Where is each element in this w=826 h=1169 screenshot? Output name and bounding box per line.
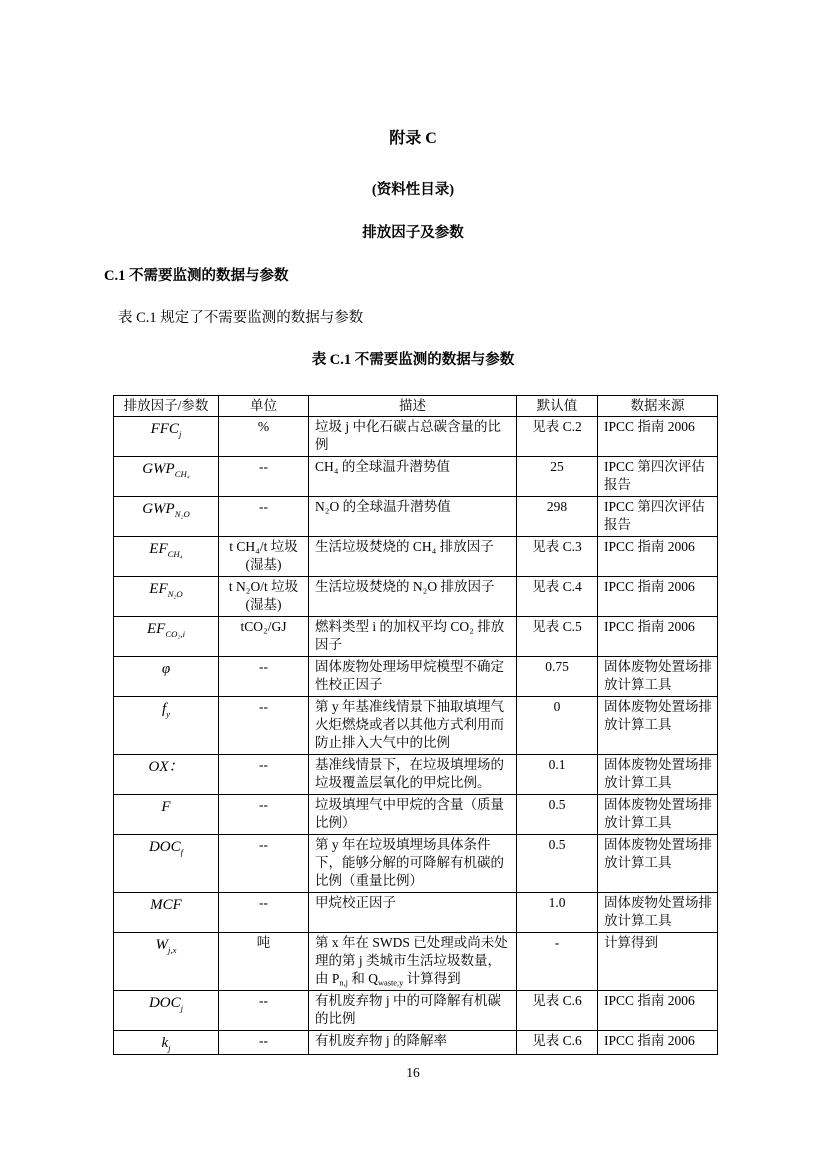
data-source-cell: IPCC 指南 2006 xyxy=(598,577,718,617)
description-cell: 生活垃圾焚烧的 CH₄ 排放因子 xyxy=(309,537,517,577)
data-source-cell: IPCC 指南 2006 xyxy=(598,991,718,1031)
default-value-cell: 25 xyxy=(517,457,598,497)
default-value-cell: 见表 C.2 xyxy=(517,417,598,457)
param-symbol-cell: MCF xyxy=(114,893,219,933)
description-cell: CH₄ 的全球温升潜势值 xyxy=(309,457,517,497)
description-cell: N₂O 的全球温升潜势值 xyxy=(309,497,517,537)
description-cell: 基准线情景下，在垃圾填埋场的垃圾覆盖层氧化的甲烷比例。 xyxy=(309,755,517,795)
param-symbol-cell: $EF_{N_2O}$ xyxy=(114,577,219,617)
default-value-cell: 0.1 xyxy=(517,755,598,795)
data-source-cell: IPCC 第四次评估报告 xyxy=(598,457,718,497)
unit-cell: -- xyxy=(219,991,309,1031)
description-cell: 有机废弃物 j 中的可降解有机碳的比例 xyxy=(309,991,517,1031)
table-row xyxy=(114,537,718,577)
data-source-cell: IPCC 指南 2006 xyxy=(598,1031,718,1055)
data-source-cell: 固体废物处置场排放计算工具 xyxy=(598,657,718,697)
param-symbol-cell: φ xyxy=(114,657,219,697)
param-symbol-cell: $GWP_{N_2O}$ xyxy=(114,497,219,537)
unit-cell: -- xyxy=(219,457,309,497)
param-symbol-cell: $k_j$ xyxy=(114,1031,219,1055)
unit-cell: -- xyxy=(219,497,309,537)
table-row xyxy=(114,617,718,657)
param-symbol-cell: $EF_{CO_2,i}$ xyxy=(114,617,219,657)
parameters-table xyxy=(113,395,718,1055)
column-header-default: 默认值 xyxy=(517,396,598,417)
default-value-cell: 见表 C.4 xyxy=(517,577,598,617)
table-row xyxy=(114,835,718,893)
data-source-cell: IPCC 指南 2006 xyxy=(598,417,718,457)
data-source-cell: 固体废物处置场排放计算工具 xyxy=(598,697,718,755)
default-value-cell: 见表 C.3 xyxy=(517,537,598,577)
unit-cell: 吨 xyxy=(219,933,309,991)
section-title: 排放因子及参数 xyxy=(362,225,464,241)
default-value-cell: 0 xyxy=(517,697,598,755)
data-source-cell: 固体废物处置场排放计算工具 xyxy=(598,795,718,835)
doc-type-note: (资料性目录) xyxy=(371,182,455,198)
default-value-cell: 0.75 xyxy=(517,657,598,697)
description-cell: 第 x 年在 SWDS 已处理或尚未处理的第 j 类城市生活垃圾数量，由 $P_{n,j}$ 和 $Q_{waste,y}$ 计算得到 xyxy=(309,933,517,991)
column-header-desc: 描述 xyxy=(309,396,517,417)
default-value-cell: 0.5 xyxy=(517,835,598,893)
unit-cell: -- xyxy=(219,795,309,835)
table-row xyxy=(114,417,718,457)
description-cell: 第 y 年基准线情景下抽取填埋气火炬燃烧或者以其他方式利用而防止排入大气中的比例 xyxy=(309,697,517,755)
table-caption: 表 C.1 不需要监测的数据与参数 xyxy=(311,352,515,368)
data-source-cell: IPCC 指南 2006 xyxy=(598,537,718,577)
param-symbol-cell: OX： xyxy=(114,755,219,795)
param-symbol-cell: $W_{j,x}$ xyxy=(114,933,219,991)
table-row xyxy=(114,795,718,835)
description-cell: 燃料类型 i 的加权平均 CO₂ 排放因子 xyxy=(309,617,517,657)
unit-cell: % xyxy=(219,417,309,457)
data-source-cell: 固体废物处置场排放计算工具 xyxy=(598,755,718,795)
param-symbol-cell: $GWP_{CH_4}$ xyxy=(114,457,219,497)
table-row xyxy=(114,457,718,497)
param-symbol-cell: $EF_{CH_4}$ xyxy=(114,537,219,577)
data-source-cell: 固体废物处置场排放计算工具 xyxy=(598,893,718,933)
unit-cell: -- xyxy=(219,657,309,697)
table-row xyxy=(114,657,718,697)
data-source-cell: IPCC 第四次评估报告 xyxy=(598,497,718,537)
default-value-cell: 见表 C.5 xyxy=(517,617,598,657)
table-row xyxy=(114,755,718,795)
default-value-cell: 298 xyxy=(517,497,598,537)
param-symbol-cell: F xyxy=(114,795,219,835)
table-row xyxy=(114,497,718,537)
unit-cell: tCO₂/GJ xyxy=(219,617,309,657)
page-number: 16 xyxy=(406,1065,420,1080)
param-symbol-cell: $DOC_f$ xyxy=(114,835,219,893)
column-header-source: 数据来源 xyxy=(598,396,718,417)
table-row xyxy=(114,1031,718,1055)
unit-cell: -- xyxy=(219,835,309,893)
default-value-cell: 0.5 xyxy=(517,795,598,835)
description-cell: 有机废弃物 j 的降解率 xyxy=(309,1031,517,1055)
param-symbol-cell: $f_y$ xyxy=(114,697,219,755)
appendix-title: 附录 C xyxy=(389,130,437,147)
table-row xyxy=(114,933,718,991)
data-source-cell: 计算得到 xyxy=(598,933,718,991)
description-cell: 第 y 年在垃圾填埋场具体条件下，能够分解的可降解有机碳的比例（重量比例） xyxy=(309,835,517,893)
default-value-cell: - xyxy=(517,933,598,991)
default-value-cell: 见表 C.6 xyxy=(517,1031,598,1055)
table-row xyxy=(114,893,718,933)
unit-cell: -- xyxy=(219,755,309,795)
description-cell: 生活垃圾焚烧的 N₂O 排放因子 xyxy=(309,577,517,617)
description-cell: 甲烷校正因子 xyxy=(309,893,517,933)
unit-cell: -- xyxy=(219,1031,309,1055)
table-row xyxy=(114,577,718,617)
data-source-cell: 固体废物处置场排放计算工具 xyxy=(598,835,718,893)
param-symbol-cell: $FFC_j$ xyxy=(114,417,219,457)
column-header-unit: 单位 xyxy=(219,396,309,417)
section-heading-c1: C.1 不需要监测的数据与参数 xyxy=(104,268,289,284)
default-value-cell: 见表 C.6 xyxy=(517,991,598,1031)
table-body xyxy=(114,417,718,1055)
unit-cell: -- xyxy=(219,893,309,933)
table-row xyxy=(114,697,718,755)
intro-paragraph: 表 C.1 规定了不需要监测的数据与参数 xyxy=(118,310,364,326)
column-header-param: 排放因子/参数 xyxy=(114,396,219,417)
param-symbol-cell: $DOC_j$ xyxy=(114,991,219,1031)
unit-cell: -- xyxy=(219,697,309,755)
unit-cell: t CH₄/t 垃圾(湿基) xyxy=(219,537,309,577)
description-cell: 垃圾填埋气中甲烷的含量（质量比例） xyxy=(309,795,517,835)
unit-cell: t N₂O/t 垃圾(湿基) xyxy=(219,577,309,617)
default-value-cell: 1.0 xyxy=(517,893,598,933)
data-source-cell: IPCC 指南 2006 xyxy=(598,617,718,657)
table-row xyxy=(114,991,718,1031)
description-cell: 垃圾 j 中化石碳占总碳含量的比例 xyxy=(309,417,517,457)
description-cell: 固体废物处理场甲烷模型不确定性校正因子 xyxy=(309,657,517,697)
table-header-row xyxy=(114,396,718,417)
